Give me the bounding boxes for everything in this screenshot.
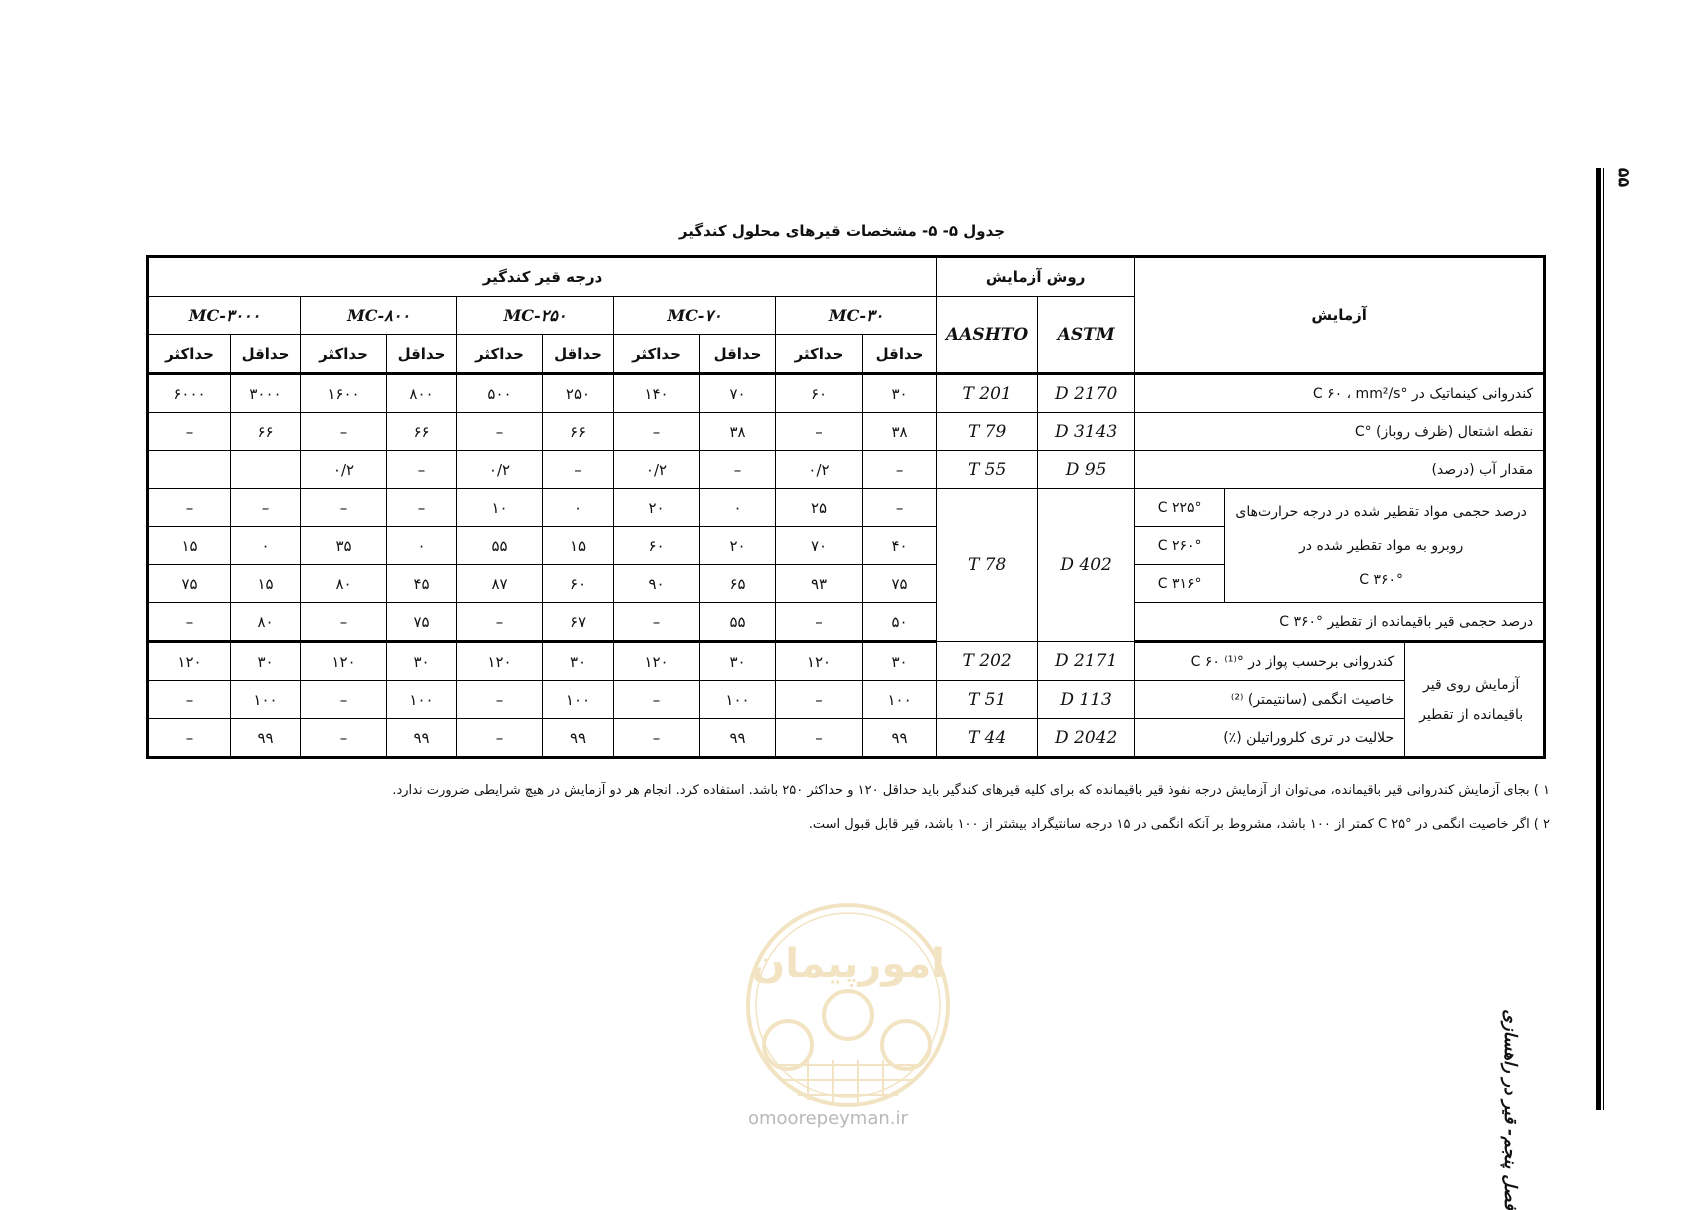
cell: ۱۲۰	[614, 642, 700, 681]
cell: ۹۹	[543, 719, 614, 758]
cell: ۲۵	[776, 489, 863, 527]
temperature-cell: °C ۲۶۰	[1135, 527, 1225, 565]
table-row	[148, 374, 1545, 413]
cell: ۳۰	[543, 642, 614, 681]
cell: –	[776, 413, 863, 451]
cell: –	[387, 451, 457, 489]
cell: ۶۶	[231, 413, 301, 451]
margin-rule-thin	[1603, 168, 1604, 1110]
table-row	[148, 489, 1545, 527]
test-name: خاصیت انگمی (سانتیمتر) ⁽²⁾	[1135, 681, 1405, 719]
cell: –	[700, 451, 776, 489]
min-header: حداقل	[231, 335, 301, 374]
footnote: ۱ ) بجای آزمایش کندروانی قیر باقیمانده، می‌توان از آزمایش درجه نفوذ قیر باقیمانده که برای کلیه قیرهای کندگیر باید حداقل ۱۲۰ و حداکثر ۲۵۰ باشد. استفاده کرد. انجام هر دو آزمایش در هیچ شرایطی ضرورت ندارد.	[392, 783, 1550, 798]
cell: ۶۵	[700, 565, 776, 603]
cell: ۶۶	[387, 413, 457, 451]
distill-label-line: روبرو به مواد تقطیر شده در	[1299, 537, 1464, 554]
residue-group-label	[1405, 642, 1545, 758]
test-name: نقطه اشتعال (ظرف روباز) °C	[1135, 413, 1545, 451]
astm-cell: D 402	[1038, 489, 1135, 642]
cell: ۵۰	[863, 603, 937, 642]
cell: –	[863, 489, 937, 527]
astm-cell: D 2042	[1038, 719, 1135, 758]
cell: ۰/۲	[301, 451, 387, 489]
cell: ۱۵	[543, 527, 614, 565]
test-header: آزمایش	[1135, 257, 1545, 374]
cell: ۱۰۰	[700, 681, 776, 719]
test-name: درصد حجمی قیر باقیمانده از تقطیر °C ۳۶۰	[1135, 603, 1545, 642]
chapter-title: فصل پنجم- قیر در راهسازی	[1500, 1009, 1520, 1210]
cell: –	[148, 603, 231, 642]
table-row	[148, 603, 1545, 642]
cell: ۸۰	[301, 565, 387, 603]
cell: ۰	[543, 489, 614, 527]
cell: ۷۵	[387, 603, 457, 642]
cell: ۱۲۰	[776, 642, 863, 681]
grade-mc800: MC-۸۰۰	[301, 297, 457, 335]
cell: ۵۰۰	[457, 374, 543, 413]
grade-mc30: MC-۳۰	[776, 297, 937, 335]
cell: –	[776, 719, 863, 758]
cell: ۳۰	[863, 642, 937, 681]
temperature-cell: °C ۳۱۶	[1135, 565, 1225, 603]
footnote: ۲ ) اگر خاصیت انگمی در °C ۲۵ کمتر از ۱۰۰ باشد، مشروط بر آنکه انگمی در ۱۵ درجه سانتیگراد بیشتر از ۱۰۰ باشد، قیر قابل قبول است.	[808, 817, 1550, 832]
cell: –	[614, 413, 700, 451]
distill-label-line: °C ۳۶۰	[1359, 571, 1404, 588]
cell: ۰	[231, 527, 301, 565]
test-name: حلالیت در تری کلروراتیلن (٪)	[1135, 719, 1405, 758]
cell: ۳۰	[700, 642, 776, 681]
grade-mc70: MC-۷۰	[614, 297, 776, 335]
min-header: حداقل	[387, 335, 457, 374]
cell: ۶۰۰۰	[148, 374, 231, 413]
cell: –	[301, 719, 387, 758]
cell: ۳۰	[231, 642, 301, 681]
page-number: ۵۵	[1614, 167, 1634, 188]
cell: ۱۰۰	[387, 681, 457, 719]
cell: –	[301, 413, 387, 451]
cell: ۹۹	[863, 719, 937, 758]
cell: –	[776, 681, 863, 719]
max-header: حداکثر	[301, 335, 387, 374]
cell: ۵۵	[700, 603, 776, 642]
cell: –	[301, 603, 387, 642]
cell: ۱۲۰	[457, 642, 543, 681]
aashto-cell: T 202	[937, 642, 1038, 681]
table-row	[148, 642, 1545, 681]
astm-cell: D 2171	[1038, 642, 1135, 681]
cell: –	[301, 681, 387, 719]
cell: ۰/۲	[614, 451, 700, 489]
table-title: جدول ۵- ۵- مشخصات قیرهای محلول کندگیر	[678, 222, 1006, 240]
table-row	[148, 451, 1545, 489]
grade-mc3000: MC-۳۰۰۰	[148, 297, 301, 335]
min-header: حداقل	[700, 335, 776, 374]
cell: ۱۰۰	[543, 681, 614, 719]
cell: ۳۰۰۰	[231, 374, 301, 413]
cell: ۳۰	[387, 642, 457, 681]
cell: ۷۵	[863, 565, 937, 603]
cell: –	[457, 413, 543, 451]
aashto-cell: T 78	[937, 489, 1038, 642]
aashto-cell: T 51	[937, 681, 1038, 719]
aashto-header: AASHTO	[937, 297, 1038, 374]
aashto-cell: T 201	[937, 374, 1038, 413]
min-header: حداقل	[863, 335, 937, 374]
cell: –	[543, 451, 614, 489]
cell: ۱۰	[457, 489, 543, 527]
residue-group-label-line: باقیمانده از تقطیر	[1419, 706, 1524, 723]
distill-label-line: درصد حجمی مواد تقطیر شده در درجه حرارت‌های	[1235, 503, 1527, 520]
cell: ۸۰	[231, 603, 301, 642]
cell: ۲۵۰	[543, 374, 614, 413]
cell: –	[387, 489, 457, 527]
cell: –	[457, 681, 543, 719]
cell: ۱۰۰	[231, 681, 301, 719]
cell: –	[301, 489, 387, 527]
cell: –	[148, 489, 231, 527]
cell: ۲۰	[614, 489, 700, 527]
gear-icon	[764, 991, 930, 1069]
cell: ۷۵	[148, 565, 231, 603]
spec-table	[146, 255, 1546, 759]
cell: ۱۵	[231, 565, 301, 603]
cell: –	[231, 489, 301, 527]
cell: ۶۰	[614, 527, 700, 565]
cell: ۳۸	[863, 413, 937, 451]
cell: –	[457, 603, 543, 642]
cell: ۹۳	[776, 565, 863, 603]
max-header: حداکثر	[614, 335, 700, 374]
grade-header: درجه قیر کندگیر	[148, 257, 937, 297]
cell: ۸۷	[457, 565, 543, 603]
cell: ۱۵	[148, 527, 231, 565]
table-row	[148, 719, 1545, 758]
cell: ۱۲۰	[301, 642, 387, 681]
astm-cell: D 95	[1038, 451, 1135, 489]
cell: –	[148, 719, 231, 758]
max-header: حداکثر	[776, 335, 863, 374]
astm-cell: D 113	[1038, 681, 1135, 719]
cell	[231, 451, 301, 489]
cell: ۹۰	[614, 565, 700, 603]
cell: ۰/۲	[776, 451, 863, 489]
cell: ۸۰۰	[387, 374, 457, 413]
watermark-text: امورپیمان	[751, 941, 945, 987]
cell: ۷۰	[776, 527, 863, 565]
max-header: حداکثر	[148, 335, 231, 374]
cell: ۰	[700, 489, 776, 527]
cell: ۹۹	[700, 719, 776, 758]
cell: –	[614, 719, 700, 758]
cell: –	[614, 681, 700, 719]
cell: –	[776, 603, 863, 642]
cell: ۹۹	[231, 719, 301, 758]
cell: ۴۵	[387, 565, 457, 603]
cell: ۴۰	[863, 527, 937, 565]
cell: ۱۴۰	[614, 374, 700, 413]
cell: –	[614, 603, 700, 642]
method-header: روش آزمایش	[937, 257, 1135, 297]
cell: ۳۸	[700, 413, 776, 451]
cell: ۷۰	[700, 374, 776, 413]
astm-cell: D 3143	[1038, 413, 1135, 451]
cell: ۱۰۰	[863, 681, 937, 719]
aashto-cell: T 55	[937, 451, 1038, 489]
cell: ۶۰	[776, 374, 863, 413]
table-row	[148, 413, 1545, 451]
cell	[148, 451, 231, 489]
cell: ۳۰	[863, 374, 937, 413]
aashto-cell: T 79	[937, 413, 1038, 451]
watermark-logo	[738, 895, 958, 1135]
cell: ۰/۲	[457, 451, 543, 489]
temperature-cell: °C ۲۲۵	[1135, 489, 1225, 527]
astm-header: ASTM	[1038, 297, 1135, 374]
residue-group-label-line: آزمایش روی قیر	[1423, 676, 1520, 693]
cell: ۵۵	[457, 527, 543, 565]
cell: –	[148, 681, 231, 719]
min-header: حداقل	[543, 335, 614, 374]
cell: –	[148, 413, 231, 451]
watermark-ring	[748, 905, 948, 1105]
watermark-url: omoorepeyman.ir	[748, 1108, 908, 1129]
test-name: مقدار آب (درصد)	[1135, 451, 1545, 489]
aashto-cell: T 44	[937, 719, 1038, 758]
cell: –	[863, 451, 937, 489]
astm-cell: D 2170	[1038, 374, 1135, 413]
grade-mc250: MC-۲۵۰	[457, 297, 614, 335]
table-row	[148, 681, 1545, 719]
cell: ۶۷	[543, 603, 614, 642]
test-name: کندروانی برحسب پواز در °C ۶۰ ⁽¹⁾	[1135, 642, 1405, 681]
test-name: کندروانی کینماتیک در °C ۶۰ ، mm²/s	[1135, 374, 1545, 413]
distill-label	[1225, 489, 1545, 603]
cell: –	[457, 719, 543, 758]
cell: ۹۹	[387, 719, 457, 758]
cell: ۱۲۰	[148, 642, 231, 681]
margin-rule	[1596, 168, 1601, 1110]
cell: ۶۶	[543, 413, 614, 451]
cell: ۶۰	[543, 565, 614, 603]
cell: ۳۵	[301, 527, 387, 565]
cell: ۱۶۰۰	[301, 374, 387, 413]
cell: ۲۰	[700, 527, 776, 565]
cell: ۰	[387, 527, 457, 565]
max-header: حداکثر	[457, 335, 543, 374]
